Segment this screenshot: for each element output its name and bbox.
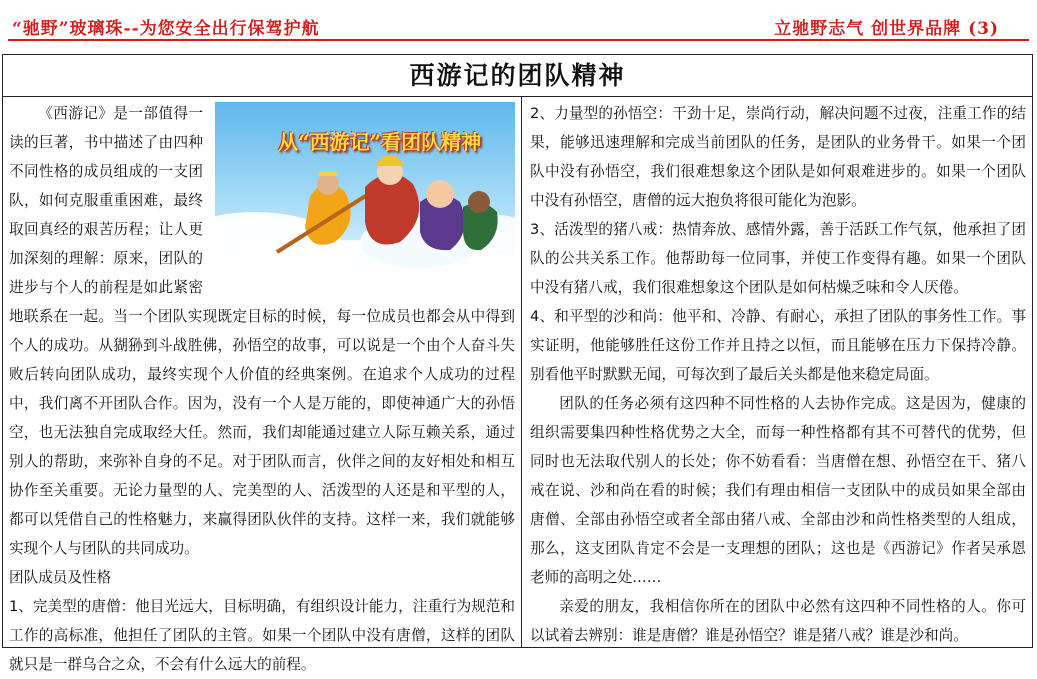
title-row	[3, 55, 1032, 97]
article-title: 西游记的团队精神	[409, 61, 626, 90]
header-rule	[8, 39, 1029, 41]
sun-wukong-paragraph: 2、力量型的孙悟空：干劲十足，崇尚行动，解决问题不过夜，注重工作的结果，能够迅速理解和完成当前团队的任务，是团队的业务骨干。如果一个团队中没有孙悟空，我们很难想象这个团队是如何艰难进步的。如果一个团队中没有孙悟空，唐僧的远大抱负将很可能化为泡影。	[530, 105, 1026, 209]
right-column	[522, 97, 1032, 647]
sha-heshang-paragraph: 4、和平型的沙和尚：他平和、冷静、有耐心，承担了团队的事务性工作。事实证明，他能够胜任这份工作并且持之以恒，而且能够在压力下保持冷静。别看他平时默默无闻，可每次到了最后关头都是他来稳定局面。	[530, 308, 1026, 383]
team-task-paragraph: 团队的任务必须有这四种不同性格的人去协作完成。这是因为，健康的组织需要集四种性格优势之大全，而每一种性格都有其不可替代的优势，但同时也无法取代别人的长处；你不妨看看：当唐僧在想、孙悟空在干、猪八戒在说、沙和尚在看的时候；我们有理由相信一支团队中的成员如果全部由唐僧、全部由孙悟空或者全部由猪八戒、全部由沙和尚性格类型的人组成，那么，这支团队肯定不会是一支理想的团队；这也是《西游记》作者吴承恩老师的高明之处……	[530, 395, 1026, 586]
page-header	[0, 0, 1037, 40]
intro-text: 《西游记》是一部值得一读的巨著，书中描述了由四种不同性格的成员组成的一支团队，如何克服重重困难，最终取回真经的艰苦历程；让人更加深刻的理解：原来，团队的进步与个人的前程是如此紧密地联系在一起。当一个团队实现既定目标的时候，每一位成员也都会从中得到个人的成功。从猢狲到斗战胜佛，孙悟空的故事，可以说是一个由个人奋斗失败后转向团队成功，最终实现个人价值的经典案例。在追求个人成功的过程中，我们离不开团队合作。因为，没有一个人是万能的，即使神通广大的孙悟空，也无法独自完成取经大任。然而，我们却能通过建立人际互赖关系，通过别人的帮助，来弥补自身的不足。对于团队而言，伙伴之间的友好相处和相互协作至关重要。无论力量型的人、完美型的人、活泼型的人还是和平型的人，都可以凭借自己的性格魅力，来赢得团队伙伴的支持。这样一来，我们就能够实现个人与团队的共同成功。	[9, 105, 515, 557]
members-heading: 团队成员及性格	[9, 569, 112, 586]
zhu-bajie-paragraph: 3、活泼型的猪八戒：热情奔放、感情外露，善于活跃工作气氛，他承担了团队的公共关系工作。他帮助每一位同事，并使工作变得有趣。如果一个团队中没有猪八戒，我们很难想象这个团队是如何枯燥乏味和令人厌倦。	[530, 221, 1026, 296]
left-column	[3, 97, 522, 673]
header-slogan: “驰野”玻璃珠--为您安全出行保驾护航	[12, 19, 320, 39]
header-motto: 立驰野志气 创世界品牌 (3)	[774, 19, 999, 39]
intro-paragraph	[9, 99, 515, 563]
article-box	[2, 54, 1033, 673]
illustration-caption: 从“西游记”看团队精神	[278, 130, 482, 154]
tang-monk-paragraph: 1、完美型的唐僧：他目光远大，目标明确，有组织设计能力，注重行为规范和工作的高标准，他担任了团队的主管。如果一个团队中没有唐僧，这样的团队就只是一群乌合之众，不会有什么远大的前程。	[9, 598, 515, 673]
closing-paragraph: 亲爱的朋友，我相信你所在的团队中必然有这四种不同性格的人。你可以试着去辨别：谁是唐僧？谁是孙悟空？谁是猪八戒？谁是沙和尚。	[530, 598, 1026, 644]
journey-illustration	[215, 102, 515, 279]
